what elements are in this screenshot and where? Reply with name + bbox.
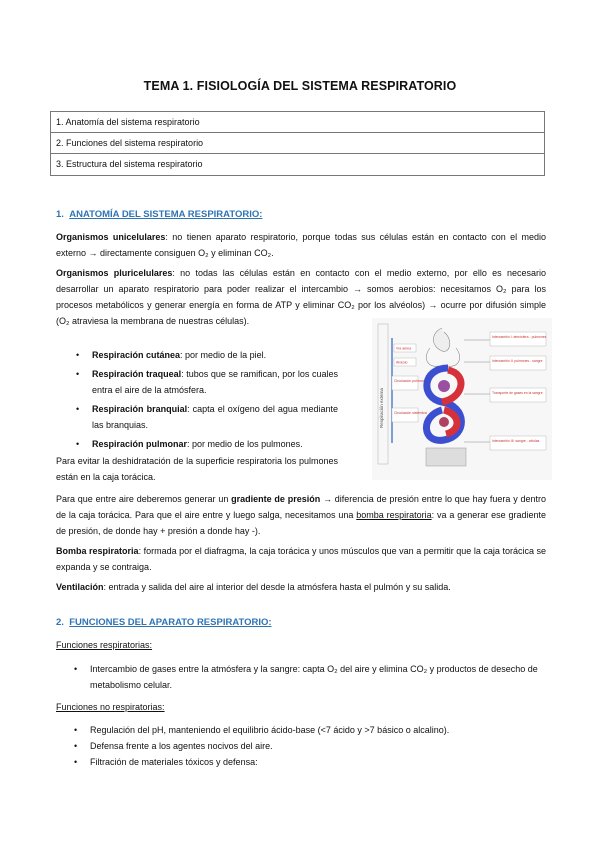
toc-item: 2. Funciones del sistema respiratorio [51, 133, 544, 154]
gradiente-paragraph: Para que entre aire deberemos generar un gradiente de presión → diferencia de presión entre lo que hay fuera y dentro de la caja torácica. Para que el aire entre y luego salga, necesitamos una bomba respiratoria: va a generar ese gradiente de presión, de donde hay + presión a donde hay -). [56, 494, 546, 536]
list-item: • Defensa frente a los agentes nocivos del aire. [74, 741, 273, 751]
figure-right-label: Intercambio II: pulmones - sangre [492, 359, 543, 363]
figure-left-label: Vía aérea [396, 346, 412, 351]
respiration-diagram [372, 318, 552, 480]
figure-right-label: Transporte de gases en la sangre [492, 391, 543, 395]
toc-item: 3. Estructura del sistema respiratorio [56, 159, 203, 169]
funciones-respiratorias-list [74, 661, 546, 693]
ventilacion-paragraph: Ventilación: entrada y salida del aire al interior del desde la atmósfera hasta el pulmón y su salida. [56, 582, 451, 592]
list-item: • Respiración traqueal: tubos que se ramifican, por los cuales entra el aire de la atmósfera. [76, 369, 338, 395]
respiration-diagram-svg [372, 318, 552, 480]
bomba-paragraph: Bomba respiratoria: formada por el diafragma, la caja torácica y unos músculos que van a permitir que la caja torácica se expanda y se contraiga. [56, 546, 547, 572]
unicelulares-paragraph: Organismos unicelulares: no tienen aparato respiratorio, porque todas sus células están en contacto con el medio externo → directamente consiguen O₂ y eliminan CO₂. [56, 232, 546, 258]
page-title: TEMA 1. FISIOLOGÍA DEL SISTEMA RESPIRATORIO [143, 79, 457, 93]
figure-right-label: Intercambio III: sangre - células [492, 439, 540, 443]
respiration-types-list [76, 347, 338, 455]
figure-left-label: Circulación sistémica [394, 411, 427, 415]
funciones-no-respiratorias-title: Funciones no respiratorias: [56, 702, 165, 712]
figure-left-label: Circulación pulmonar [394, 379, 427, 383]
list-item: • Respiración pulmonar: por medio de los pulmones. [76, 439, 303, 449]
section-2-heading: 2. FUNCIONES DEL APARATO RESPIRATORIO: [56, 617, 272, 628]
figure-right-label: Intercambio I: atmósfera - pulmones [492, 335, 547, 339]
funciones-respiratorias-title: Funciones respiratorias: [56, 640, 153, 650]
deshidratacion-paragraph: Para evitar la deshidratación de la superficie respiratoria los pulmones están en la caja torácica. [56, 456, 338, 482]
table-of-contents [50, 111, 545, 176]
figure-left-label: Alvéolo [396, 360, 408, 365]
list-item: • Intercambio de gases entre la atmósfera y la sangre: capta O₂ del aire y elimina CO₂ y productos de desecho de metabolismo celular. [74, 664, 538, 690]
toc-item: 1. Anatomía del sistema respiratorio [51, 112, 544, 133]
section-1-heading: 1. ANATOMÍA DEL SISTEMA RESPIRATORIO: [56, 209, 263, 220]
list-item: • Regulación del pH, manteniendo el equilibrio ácido-base (<7 ácido y >7 básico o alcalino). [74, 725, 450, 735]
pluricelulares-paragraph: Organismos pluricelulares: no todas las células están en contacto con el medio externo, por ello es necesario desarrollar un aparato respiratorio para poder realizar el intercambio → somos aerobios: necesitamos O₂ para los procesos metabólicos y generar energía en forma de ATP y eliminar CO₂ por los alvéolos) → ocurre por difusión simple (O₂ atraviesa la membrana de nuestras células). [56, 268, 546, 326]
list-item: • Respiración cutánea: por medio de la piel. [76, 350, 267, 360]
list-item: • Filtración de materiales tóxicos y defensa: [74, 757, 258, 767]
figure-side-label: Respiración externa [379, 387, 384, 428]
funciones-no-respiratorias-list [74, 722, 546, 770]
list-item: • Respiración branquial: capta el oxígeno del agua mediante las branquias. [76, 404, 338, 430]
